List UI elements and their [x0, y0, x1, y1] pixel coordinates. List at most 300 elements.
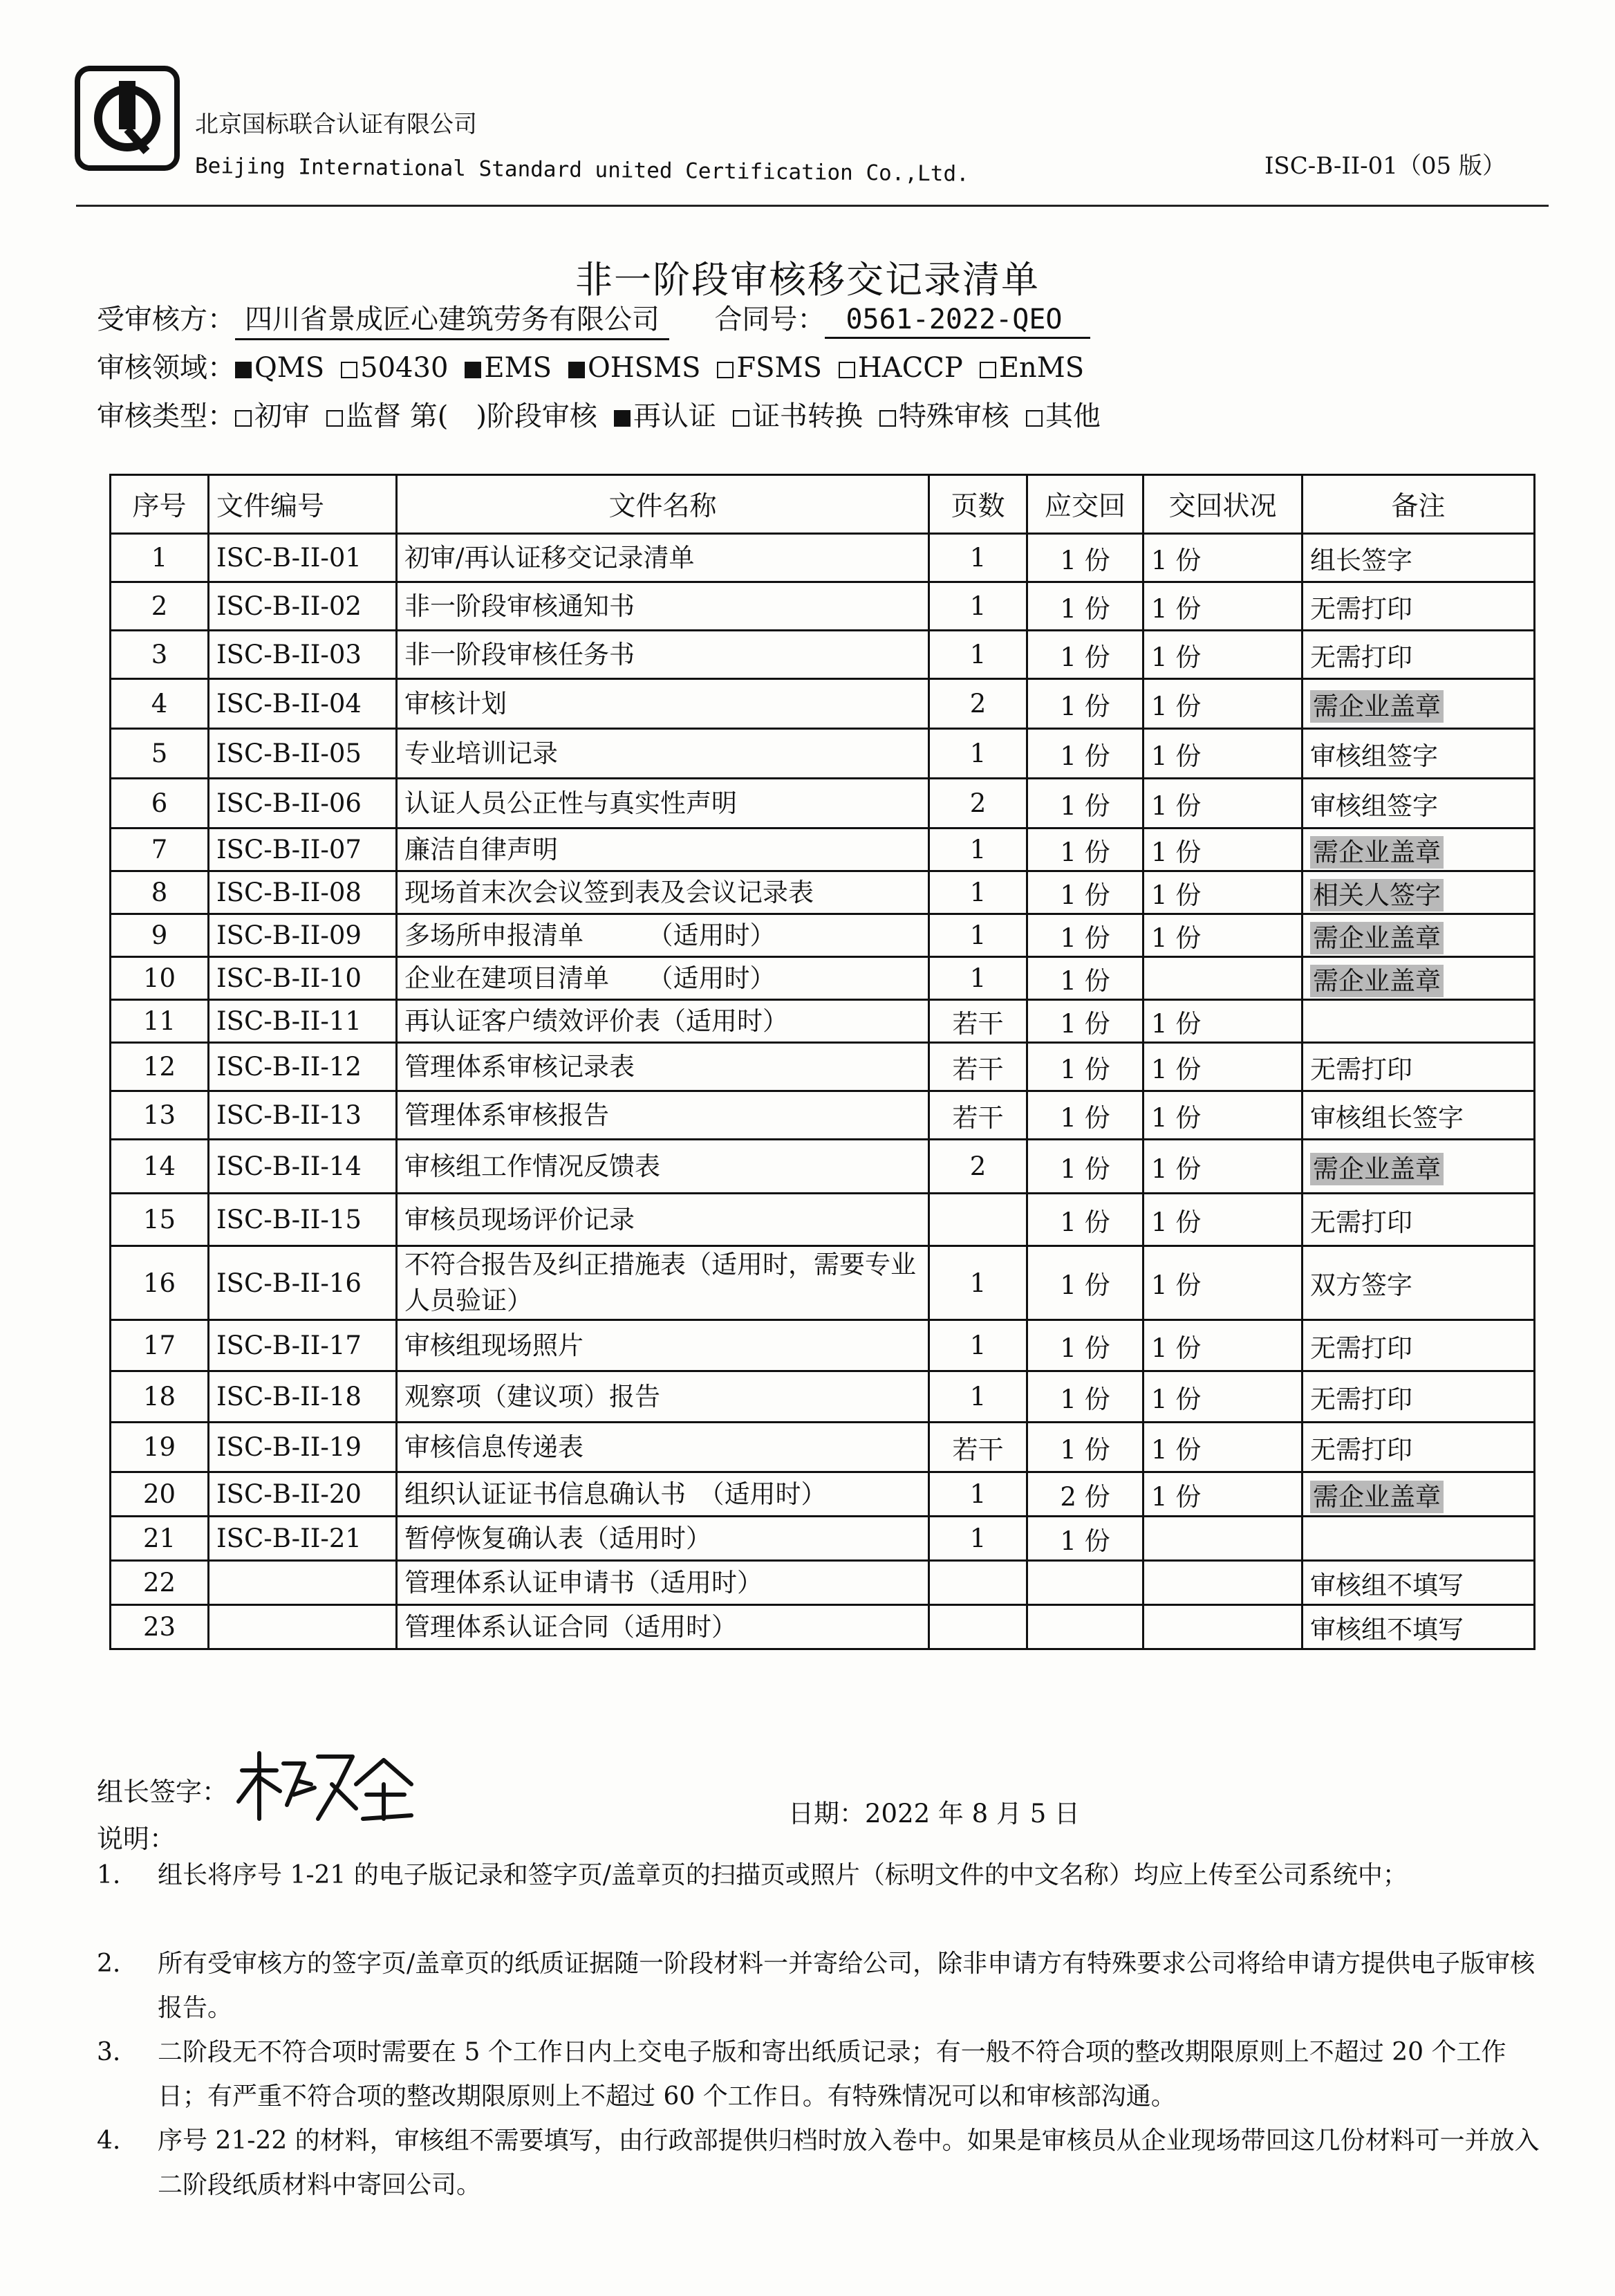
row-number-text: 6 — [151, 788, 168, 818]
file-name-text: 审核组工作情况反馈表 — [404, 1151, 660, 1181]
remark-text: 需企业盖章 — [1310, 690, 1444, 723]
header-divider — [76, 205, 1549, 207]
copies-due — [1027, 679, 1143, 729]
remark — [1303, 1140, 1535, 1194]
remark-text: 审核组签字 — [1310, 790, 1438, 821]
unchecked-checkbox-icon[interactable] — [717, 362, 734, 378]
note-text: 序号 21-22 的材料，审核组不需要填写，由行政部提供归档时放入卷中。如果是审核员从企业现场带回这几份材料可一并放入二阶段纸质材料中寄回公司。 — [158, 2127, 1540, 2199]
return-status-text: 1 份 — [1151, 1154, 1202, 1184]
file-code — [209, 582, 397, 631]
audit-type-option[interactable] — [733, 394, 863, 434]
file-name-text: 专业培训记录 — [404, 738, 558, 768]
file-name — [397, 1000, 929, 1043]
row-number-text: 4 — [151, 689, 168, 719]
file-code — [209, 1561, 397, 1605]
copies-due — [1027, 1320, 1143, 1371]
row-number — [111, 1194, 209, 1246]
page-count — [929, 729, 1027, 779]
file-code-text: ISC-B-II-16 — [216, 1268, 362, 1298]
audit-type-option[interactable] — [879, 394, 1009, 434]
file-name-text: 非一阶段审核任务书 — [404, 639, 635, 669]
page-count — [929, 631, 1027, 679]
copies-due-text: 1 份 — [1060, 923, 1110, 953]
copies-due-text: 1 份 — [1060, 1207, 1110, 1237]
col-header-code: 文件编号 — [209, 475, 397, 534]
remark-text: 审核组不填写 — [1310, 1614, 1464, 1645]
file-code — [209, 1091, 397, 1140]
page-count-text: 2 — [969, 1151, 987, 1181]
audit-field-option[interactable] — [465, 352, 552, 384]
remark-text: 无需打印 — [1310, 593, 1412, 624]
return-status-text: 1 份 — [1151, 1207, 1202, 1237]
option-label: EMS — [484, 352, 552, 384]
table-row — [111, 1000, 1535, 1043]
row-number — [111, 631, 209, 679]
remark — [1303, 1091, 1535, 1140]
audit-field-options — [235, 352, 1101, 384]
return-status — [1143, 729, 1303, 779]
company-name-en: Beijing International Standard united Certification Co.,Ltd. — [194, 154, 969, 187]
remark — [1303, 914, 1535, 957]
checked-checkbox-icon[interactable] — [235, 362, 252, 378]
row-number — [111, 1371, 209, 1423]
page-count-text: 1 — [969, 920, 987, 950]
checked-checkbox-icon[interactable] — [465, 362, 481, 378]
note-number: 4. — [97, 2127, 121, 2155]
page-count — [929, 582, 1027, 631]
unchecked-checkbox-icon[interactable] — [1026, 410, 1043, 427]
file-code — [209, 631, 397, 679]
unchecked-checkbox-icon[interactable] — [235, 410, 252, 427]
file-code-text: ISC-B-II-12 — [216, 1052, 362, 1082]
table-row — [111, 582, 1535, 631]
remark — [1303, 534, 1535, 582]
page-count-text: 1 — [969, 1479, 987, 1509]
copies-due — [1027, 1472, 1143, 1517]
audit-field-row — [97, 346, 1101, 385]
page-count-text: 1 — [969, 835, 987, 864]
return-status-text: 1 份 — [1151, 1481, 1202, 1512]
row-number-text: 23 — [142, 1612, 176, 1642]
copies-due — [1027, 534, 1143, 582]
return-status — [1143, 779, 1303, 828]
file-code — [209, 679, 397, 729]
page-count-text: 1 — [969, 1524, 987, 1553]
copies-due — [1027, 1605, 1143, 1649]
page-count — [929, 1517, 1027, 1561]
page-count — [929, 1561, 1027, 1605]
file-name-text: 再认证客户绩效评价表（适用时） — [404, 1006, 788, 1036]
return-status-text: 1 份 — [1151, 545, 1202, 575]
copies-due — [1027, 631, 1143, 679]
file-name — [397, 1605, 929, 1649]
return-status — [1143, 1194, 1303, 1246]
table-row — [111, 914, 1535, 957]
audit-type-option[interactable] — [1026, 394, 1101, 434]
col-header-pages: 页数 — [929, 475, 1027, 534]
row-number-text: 8 — [151, 878, 168, 907]
remark-text: 无需打印 — [1310, 642, 1412, 672]
col-header-due: 应交回 — [1027, 475, 1143, 534]
remark — [1303, 1371, 1535, 1423]
file-name — [397, 1194, 929, 1246]
file-code-text: ISC-B-II-10 — [216, 963, 362, 993]
audit-type-options — [235, 400, 1117, 432]
row-number — [111, 914, 209, 957]
option-label: 其他 — [1045, 400, 1101, 432]
copies-due — [1027, 729, 1143, 779]
file-name — [397, 679, 929, 729]
file-code — [209, 729, 397, 779]
remark-text: 需企业盖章 — [1310, 1481, 1444, 1513]
copies-due — [1027, 1423, 1143, 1472]
audit-field-option[interactable] — [235, 352, 324, 384]
file-name-text: 审核组现场照片 — [404, 1330, 584, 1360]
option-label: 再认证 — [633, 400, 716, 432]
table-row — [111, 534, 1535, 582]
row-number — [111, 957, 209, 1000]
remark — [1303, 582, 1535, 631]
file-code — [209, 914, 397, 957]
file-name — [397, 729, 929, 779]
return-status-text: 1 份 — [1151, 1333, 1202, 1363]
return-status-text: 1 份 — [1151, 1384, 1202, 1414]
remark-text: 无需打印 — [1310, 1384, 1412, 1414]
row-number — [111, 871, 209, 914]
row-number-text: 19 — [142, 1432, 176, 1462]
page-count — [929, 1043, 1027, 1091]
return-status — [1143, 534, 1303, 582]
copies-due — [1027, 1561, 1143, 1605]
col-header-name: 文件名称 — [397, 475, 929, 534]
page-count-text: 1 — [969, 640, 987, 669]
unchecked-checkbox-icon[interactable] — [326, 410, 343, 427]
copies-due-text: 1 份 — [1060, 593, 1110, 624]
remark — [1303, 679, 1535, 729]
company-name-cn: 北京国标联合认证有限公司 — [195, 111, 477, 138]
file-code-text: ISC-B-II-15 — [216, 1205, 362, 1234]
file-code-text: ISC-B-II-08 — [216, 878, 362, 907]
table-body — [111, 534, 1535, 1649]
remark — [1303, 1605, 1535, 1649]
page-count-text: 1 — [969, 963, 987, 993]
file-code-text: ISC-B-II-21 — [216, 1524, 362, 1553]
file-name — [397, 957, 929, 1000]
row-number — [111, 1091, 209, 1140]
remark-text: 无需打印 — [1310, 1207, 1412, 1237]
return-status-text: 1 份 — [1151, 1102, 1202, 1133]
unchecked-checkbox-icon[interactable] — [980, 362, 996, 378]
copies-due — [1027, 1246, 1143, 1320]
note-item — [97, 1853, 1535, 1942]
page-count — [929, 679, 1027, 729]
row-number-text: 3 — [151, 640, 168, 669]
row-number — [111, 729, 209, 779]
audit-field-option[interactable] — [717, 352, 822, 384]
table-row — [111, 729, 1535, 779]
file-name-text: 管理体系审核记录表 — [404, 1051, 635, 1082]
unchecked-checkbox-icon[interactable] — [879, 410, 896, 427]
page-count-text: 1 — [969, 739, 987, 768]
page-count — [929, 828, 1027, 871]
row-number — [111, 1561, 209, 1605]
table-row — [111, 828, 1535, 871]
remark — [1303, 779, 1535, 828]
return-status-text: 1 份 — [1151, 880, 1202, 910]
file-code — [209, 1000, 397, 1043]
row-number — [111, 1517, 209, 1561]
row-number — [111, 534, 209, 582]
table-row — [111, 1043, 1535, 1091]
audit-field-option[interactable] — [568, 352, 700, 384]
auditee-row — [97, 297, 1090, 340]
remark — [1303, 871, 1535, 914]
return-status — [1143, 1605, 1303, 1649]
return-status — [1143, 871, 1303, 914]
remark — [1303, 1000, 1535, 1043]
page-count — [929, 1000, 1027, 1043]
copies-due-text: 1 份 — [1060, 741, 1110, 771]
note-item — [97, 1942, 1535, 2030]
page-count-text: 若干 — [952, 1102, 1004, 1133]
file-name-text: 审核计划 — [404, 688, 507, 719]
return-status-text: 1 份 — [1151, 1270, 1202, 1300]
copies-due — [1027, 914, 1143, 957]
contract-value: 0561-2022-QEO — [825, 304, 1090, 339]
remark-text: 无需打印 — [1310, 1333, 1412, 1363]
table-row — [111, 1140, 1535, 1194]
return-status-text: 1 份 — [1151, 593, 1202, 624]
page-count — [929, 957, 1027, 1000]
copies-due-text: 1 份 — [1060, 880, 1110, 910]
file-name — [397, 1246, 929, 1320]
file-name — [397, 1320, 929, 1371]
file-name-text: 管理体系审核报告 — [404, 1100, 609, 1130]
row-number-text: 12 — [142, 1052, 176, 1082]
file-name-text: 审核员现场评价记录 — [404, 1204, 635, 1234]
handwritten-signature-icon — [228, 1743, 422, 1833]
page-count-text: 若干 — [952, 1054, 1004, 1084]
file-code-text: ISC-B-II-01 — [216, 543, 362, 573]
page-count — [929, 1140, 1027, 1194]
page-count-text: 1 — [969, 878, 987, 907]
file-code — [209, 1246, 397, 1320]
row-number-text: 5 — [151, 739, 168, 768]
file-name — [397, 582, 929, 631]
col-header-status: 交回状况 — [1143, 475, 1303, 534]
unchecked-checkbox-icon[interactable] — [341, 362, 357, 378]
file-code-text: ISC-B-II-07 — [216, 835, 362, 864]
audit-type-option[interactable] — [614, 394, 716, 434]
file-name-text: 管理体系认证合同（适用时） — [404, 1611, 737, 1642]
file-name-text: 观察项（建议项）报告 — [404, 1381, 660, 1411]
remark-text: 组长签字 — [1310, 545, 1412, 575]
file-name — [397, 1140, 929, 1194]
return-status — [1143, 679, 1303, 729]
remark-text: 需企业盖章 — [1310, 965, 1444, 997]
copies-due-text: 2 份 — [1060, 1481, 1110, 1512]
option-label: 监督 第( )阶段审核 — [346, 400, 597, 432]
file-code — [209, 871, 397, 914]
return-status — [1143, 1140, 1303, 1194]
copies-due — [1027, 871, 1143, 914]
table-row — [111, 1091, 1535, 1140]
audit-field-label: 审核领域： — [97, 352, 235, 384]
option-label: 特殊审核 — [898, 400, 1009, 432]
auditee-label: 受审核方： — [97, 304, 235, 335]
row-number — [111, 1246, 209, 1320]
remark — [1303, 1320, 1535, 1371]
remark — [1303, 1043, 1535, 1091]
copies-due-text: 1 份 — [1060, 1270, 1110, 1300]
copies-due-text: 1 份 — [1060, 837, 1110, 867]
table-row — [111, 1246, 1535, 1320]
table-row — [111, 1605, 1535, 1649]
copies-due — [1027, 1091, 1143, 1140]
checked-checkbox-icon[interactable] — [614, 410, 631, 427]
audit-field-option[interactable] — [980, 352, 1084, 384]
auditee-value: 四川省景成匠心建筑劳务有限公司 — [235, 297, 669, 340]
file-name-text: 管理体系认证申请书（适用时） — [404, 1567, 763, 1598]
copies-due-text: 1 份 — [1060, 1333, 1110, 1363]
row-number-text: 18 — [142, 1382, 176, 1411]
page-count — [929, 1194, 1027, 1246]
file-code — [209, 1320, 397, 1371]
audit-type-option[interactable] — [326, 394, 597, 434]
copies-due — [1027, 957, 1143, 1000]
note-item — [97, 2030, 1535, 2119]
file-code — [209, 828, 397, 871]
table-row — [111, 1194, 1535, 1246]
return-status-text: 1 份 — [1151, 1008, 1202, 1039]
row-number — [111, 1423, 209, 1472]
col-header-note: 备注 — [1303, 475, 1535, 534]
file-name-text: 暂停恢复确认表（适用时） — [404, 1523, 711, 1553]
row-number-text: 14 — [142, 1151, 176, 1181]
page-count-text: 若干 — [952, 1008, 1004, 1039]
document-title: 非一阶段审核移交记录清单 — [575, 258, 1040, 302]
remark — [1303, 828, 1535, 871]
file-code-text: ISC-B-II-05 — [216, 739, 362, 768]
file-code — [209, 1043, 397, 1091]
remark-text: 无需打印 — [1310, 1434, 1412, 1465]
date: 日期：2022 年 8 月 5 日 — [788, 1799, 1081, 1829]
table-row — [111, 1423, 1535, 1472]
row-number-text: 16 — [142, 1268, 176, 1298]
row-number — [111, 1605, 209, 1649]
file-code-text: ISC-B-II-06 — [216, 788, 362, 818]
unchecked-checkbox-icon[interactable] — [733, 410, 749, 427]
copies-due — [1027, 828, 1143, 871]
row-number — [111, 828, 209, 871]
remark-text: 双方签字 — [1310, 1270, 1412, 1300]
file-code-text: ISC-B-II-09 — [216, 920, 362, 950]
remark-text: 审核组签字 — [1310, 741, 1438, 771]
return-status — [1143, 582, 1303, 631]
file-name — [397, 1561, 929, 1605]
page-count — [929, 1371, 1027, 1423]
copies-due-text: 1 份 — [1060, 1384, 1110, 1414]
audit-type-option[interactable] — [235, 394, 310, 434]
file-code-text: ISC-B-II-18 — [216, 1382, 362, 1411]
page-count-text: 1 — [969, 591, 987, 621]
page-count — [929, 1472, 1027, 1517]
return-status — [1143, 828, 1303, 871]
file-code — [209, 1371, 397, 1423]
page-count-text: 1 — [969, 1382, 987, 1411]
logo-mark-icon — [86, 77, 169, 160]
page-count-text: 1 — [969, 1268, 987, 1298]
remark-text: 需企业盖章 — [1310, 836, 1444, 869]
copies-due — [1027, 1517, 1143, 1561]
file-name — [397, 1472, 929, 1517]
return-status — [1143, 1320, 1303, 1371]
row-number — [111, 1320, 209, 1371]
option-label: 50430 — [360, 352, 449, 384]
unchecked-checkbox-icon[interactable] — [839, 362, 855, 378]
remark-text: 相关人签字 — [1310, 879, 1444, 911]
file-code — [209, 1472, 397, 1517]
file-name-text: 廉洁自律声明 — [404, 834, 558, 864]
file-name — [397, 534, 929, 582]
row-number-text: 13 — [142, 1100, 176, 1130]
copies-due-text: 1 份 — [1060, 1526, 1110, 1556]
file-code — [209, 957, 397, 1000]
row-number — [111, 779, 209, 828]
row-number-text: 11 — [142, 1006, 176, 1036]
page-count — [929, 871, 1027, 914]
file-name-text: 组织认证证书信息确认书 （适用时） — [404, 1479, 827, 1509]
file-name — [397, 1043, 929, 1091]
file-name-text: 企业在建项目清单 （适用时） — [404, 963, 776, 993]
file-name-text: 初审/再认证移交记录清单 — [404, 542, 695, 573]
copies-due — [1027, 1194, 1143, 1246]
audit-field-option[interactable] — [341, 352, 448, 384]
note-text: 组长将序号 1-21 的电子版记录和签字页/盖章页的扫描页或照片（标明文件的中文名称）均应上传至公司系统中； — [158, 1861, 1408, 1889]
copies-due — [1027, 1140, 1143, 1194]
row-number-text: 21 — [142, 1524, 176, 1553]
remark — [1303, 1517, 1535, 1561]
note-number: 3. — [97, 2038, 121, 2066]
file-name-text: 认证人员公正性与真实性声明 — [404, 788, 737, 818]
audit-field-option[interactable] — [839, 352, 963, 384]
file-name — [397, 779, 929, 828]
table-row — [111, 1472, 1535, 1517]
checked-checkbox-icon[interactable] — [568, 362, 585, 378]
option-label: FSMS — [736, 352, 822, 384]
notes-title: 说明： — [97, 1824, 176, 1854]
file-code — [209, 1605, 397, 1649]
page-count — [929, 534, 1027, 582]
page-count — [929, 779, 1027, 828]
return-status — [1143, 1517, 1303, 1561]
transfer-record-table — [109, 474, 1535, 1650]
remark — [1303, 1472, 1535, 1517]
remark — [1303, 1194, 1535, 1246]
remark — [1303, 1561, 1535, 1605]
page-count — [929, 1320, 1027, 1371]
return-status — [1143, 1246, 1303, 1320]
option-label: EnMS — [998, 352, 1085, 384]
return-status-text: 1 份 — [1151, 741, 1202, 771]
leader-signature — [228, 1743, 422, 1835]
table-row — [111, 1371, 1535, 1423]
file-name — [397, 1371, 929, 1423]
row-number-text: 20 — [142, 1479, 176, 1509]
copies-due-text: 1 份 — [1060, 1008, 1110, 1039]
return-status — [1143, 914, 1303, 957]
copies-due — [1027, 1000, 1143, 1043]
